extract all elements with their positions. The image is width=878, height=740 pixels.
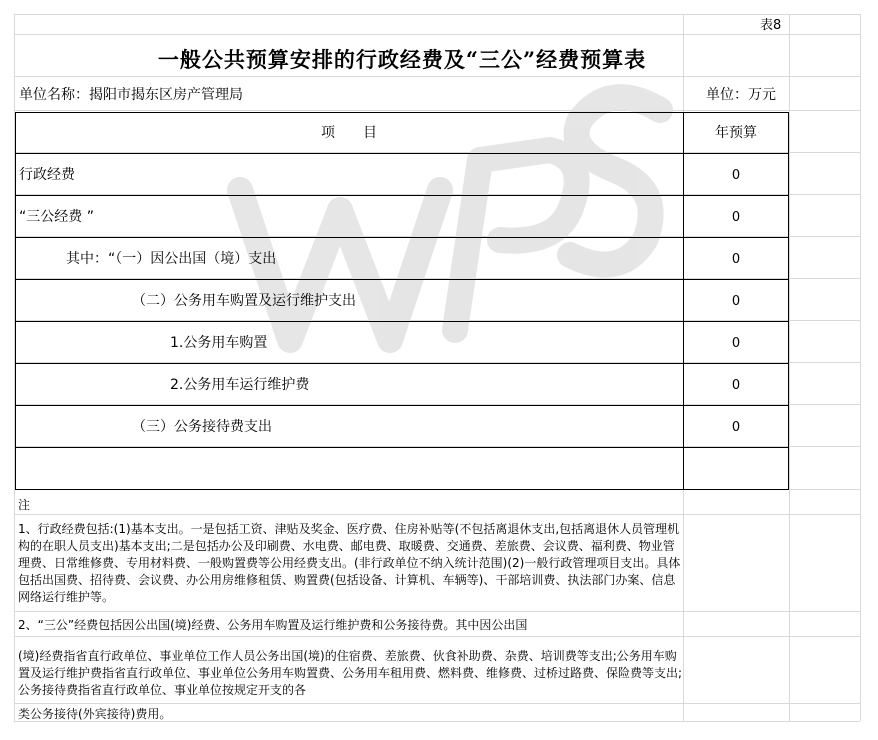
table-number: 表8 — [760, 18, 782, 33]
row-label: （三）公务接待费支出 — [132, 419, 272, 435]
unit-name: 单位名称：揭阳市揭东区房产管理局 — [19, 87, 243, 103]
unit-label: 单位：万元 — [706, 87, 776, 103]
row-value: 0 — [731, 210, 741, 225]
note-1: 1、行政经费包括:(1)基本支出。一是包括工资、津贴及奖金、医疗费、住房补贴等(不包括离退休支出,包括离退休人员管理机构的在职人员支出)基本支出;二是包括办公及印刷费、水电费、邮电费、取暖费、交通费、差旅费、会议费、福利费、物业管理费、日常维修费、专用材料费、一般购置费等公用经费支出。(非行政单位不纳入统计范围)(2)一般行政管理项目支出。具体包括出国费、招待费、会议费、办公用房维修租赁、购置费(包括设备、计算机、车辆等)、干部培训费、执法部门办案、信息网络运行维护等。 — [18, 522, 681, 604]
header-budget: 年预算 — [715, 125, 757, 141]
note-2-end: 类公务接待(外宾接待)费用。 — [18, 707, 172, 721]
row-value: 0 — [731, 168, 741, 183]
note-2: 2、“三公”经费包括因公出国(境)经费、公务用车购置及运行维护费和公务接待费。其中因公出国 — [18, 618, 528, 632]
row-label: 其中：“（一）因公出国（境）支出 — [66, 251, 277, 267]
row-label: 1.公务用车购置 — [170, 335, 268, 351]
row-value: 0 — [731, 336, 741, 351]
row-label: “三公经费 ” — [19, 209, 94, 225]
row-value: 0 — [731, 294, 741, 309]
row-value: 0 — [731, 252, 741, 267]
note-2-continued: (境)经费指省直行政单位、事业单位工作人员公务出国(境)的住宿费、差旅费、伙食补助费、杂费、培训费等支出;公务用车购置及运行维护费指省直行政单位、事业单位公务用车购置费、公务用车租用费、燃料费、维修费、过桥过路费、保险费等支出;公务接待费指省直行政单位、事业单位按规定开支的各 — [18, 649, 683, 697]
row-value: 0 — [731, 420, 741, 435]
notes-heading: 注 — [18, 498, 31, 512]
row-label: 行政经费 — [19, 167, 75, 183]
row-value: 0 — [731, 378, 741, 393]
header-item: 项 目 — [321, 125, 377, 141]
sheet-title: 一般公共预算安排的行政经费及“三公”经费预算表 — [157, 47, 647, 72]
row-label: （二）公务用车购置及运行维护支出 — [132, 293, 356, 309]
row-label: 2.公务用车运行维护费 — [170, 377, 310, 393]
